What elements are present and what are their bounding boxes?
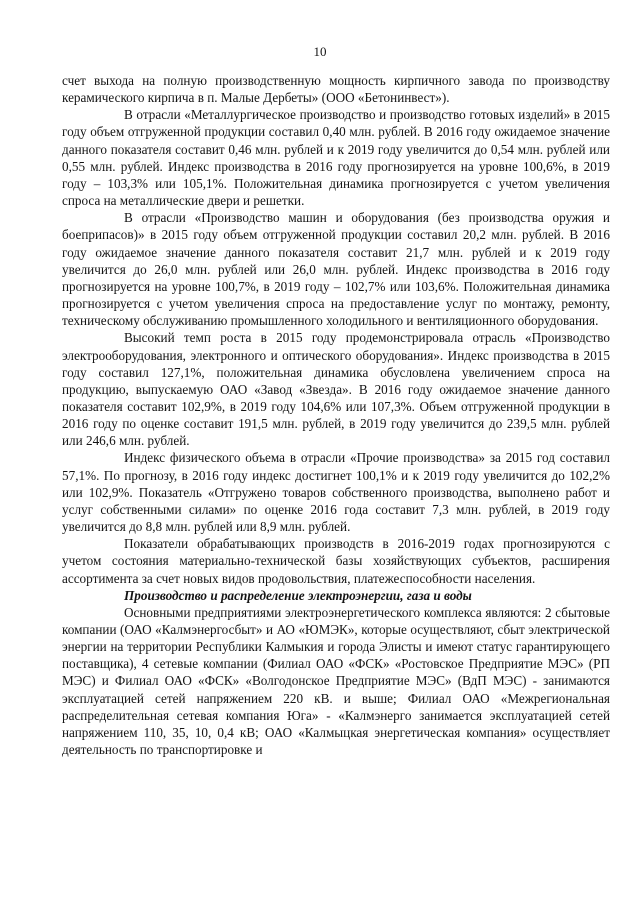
paragraph-manufacturing-forecast: Показатели обрабатывающих производств в 2016-2019 годах прогнозируются с учетом состояния материально-технической базы хозяйствующих субъектов, расширения ассортимента за счет новых видов продовольствия, платежеспособности населения. bbox=[62, 536, 610, 586]
paragraph-energy-enterprises: Основными предприятиями электроэнергетического комплекса являются: 2 сбытовые компании (ОАО «Калмэнергосбыт» и АО «ЮМЭК», которые осуществляют, сбыт электрической энергии на территории Республики Калмыкия и города Элисты и имеют статус гарантирующего поставщика), 4 сетевые компании (Филиал ОАО «ФСК» «Ростовское Предприятие МЭС» (РП МЭС) и Филиал ОАО «ФСК» «Волгодонское Предприятие МЭС» (ВдП МЭС) - занимаются эксплуатацией сетей напряжением 220 кВ. и выше; Филиал ОАО «Межрегиональная распределительная сетевая компания Юга» - «Калмэнерго занимается эксплуатацией сетей напряжением 110, 35, 10, 0,4 кВ; ОАО «Калмыцкая энергетическая компания» осуществляет деятельность по транспортировке и bbox=[62, 604, 610, 758]
paragraph-brick-plant-continuation: счет выхода на полную производственную мощность кирпичного завода по производству керамического кирпича в п. Малые Дербеты» (ООО «Бетонинвест»). bbox=[62, 73, 610, 106]
paragraph-metallurgy: В отрасли «Металлургическое производство и производство готовых изделий» в 2015 году объем отгруженной продукции составил 0,40 млн. рублей. В 2016 году ожидаемое значение данного показателя составит 0,46 млн. рублей и к 2019 году увеличится до 0,54 млн. рублей или 0,55 млн. рублей. Индекс производства в 2016 году прогнозируется на уровне 100,6%, в 2019 году – 103,3% или 105,1%. Положительная динамика прогнозируется с учетом увеличения спроса на металлические двери и решетки. bbox=[62, 107, 610, 209]
paragraph-other-production: Индекс физического объема в отрасли «Прочие производства» за 2015 год составил 57,1%. По прогнозу, в 2016 году индекс достигнет 100,1% и к 2019 году увеличится до 102,2% или 102,9%. Показатель «Отгружено товаров собственного производства, выполнено работ и услуг собственными силами» по оценке 2016 года составит 7,3 млн. рублей, в 2019 году увеличится до 8,8 млн. рублей или 8,9 млн. рублей. bbox=[62, 450, 610, 535]
paragraph-machinery: В отрасли «Производство машин и оборудования (без производства оружия и боеприпасов)» в 2015 году объем отгруженной продукции составил 20,2 млн. рублей. В 2016 году ожидаемое значение данного показателя составит 21,7 млн. рублей и к 2019 году увеличится до 26,0 млн. рублей или 26,0 млн. рублей. Индекс производства в 2016 году прогнозируется на уровне 100,7%, в 2019 году – 102,7% или 103,6%. Положительная динамика прогнозируется с учетом увеличения спроса на предоставление услуг по монтажу, ремонту, техническому обслуживанию промышленного холодильного и вентиляционного оборудования. bbox=[62, 210, 610, 329]
paragraph-electrical-equipment: Высокий темп роста в 2015 году продемонстрировала отрасль «Производство электрооборудования, электронного и оптического оборудования». Индекс производства в 2015 году составил 127,1%, положительная динамика обусловлена увеличением спроса на продукцию, выпускаемую ОАО «Завод «Звезда». В 2016 году ожидаемое значение данного показателя составит 102,9%, в 2019 году 104,6% или 107,3%. Объем отгруженной продукции в 2016 году по оценке составит 191,5 млн. рублей, в 2019 году увеличится до 239,5 млн. рублей или 246,6 млн. рублей. bbox=[62, 330, 610, 449]
document-body bbox=[62, 72, 610, 758]
page-number: 10 bbox=[313, 44, 327, 59]
section-heading-energy: Производство и распределение электроэнергии, газа и воды bbox=[124, 587, 472, 603]
